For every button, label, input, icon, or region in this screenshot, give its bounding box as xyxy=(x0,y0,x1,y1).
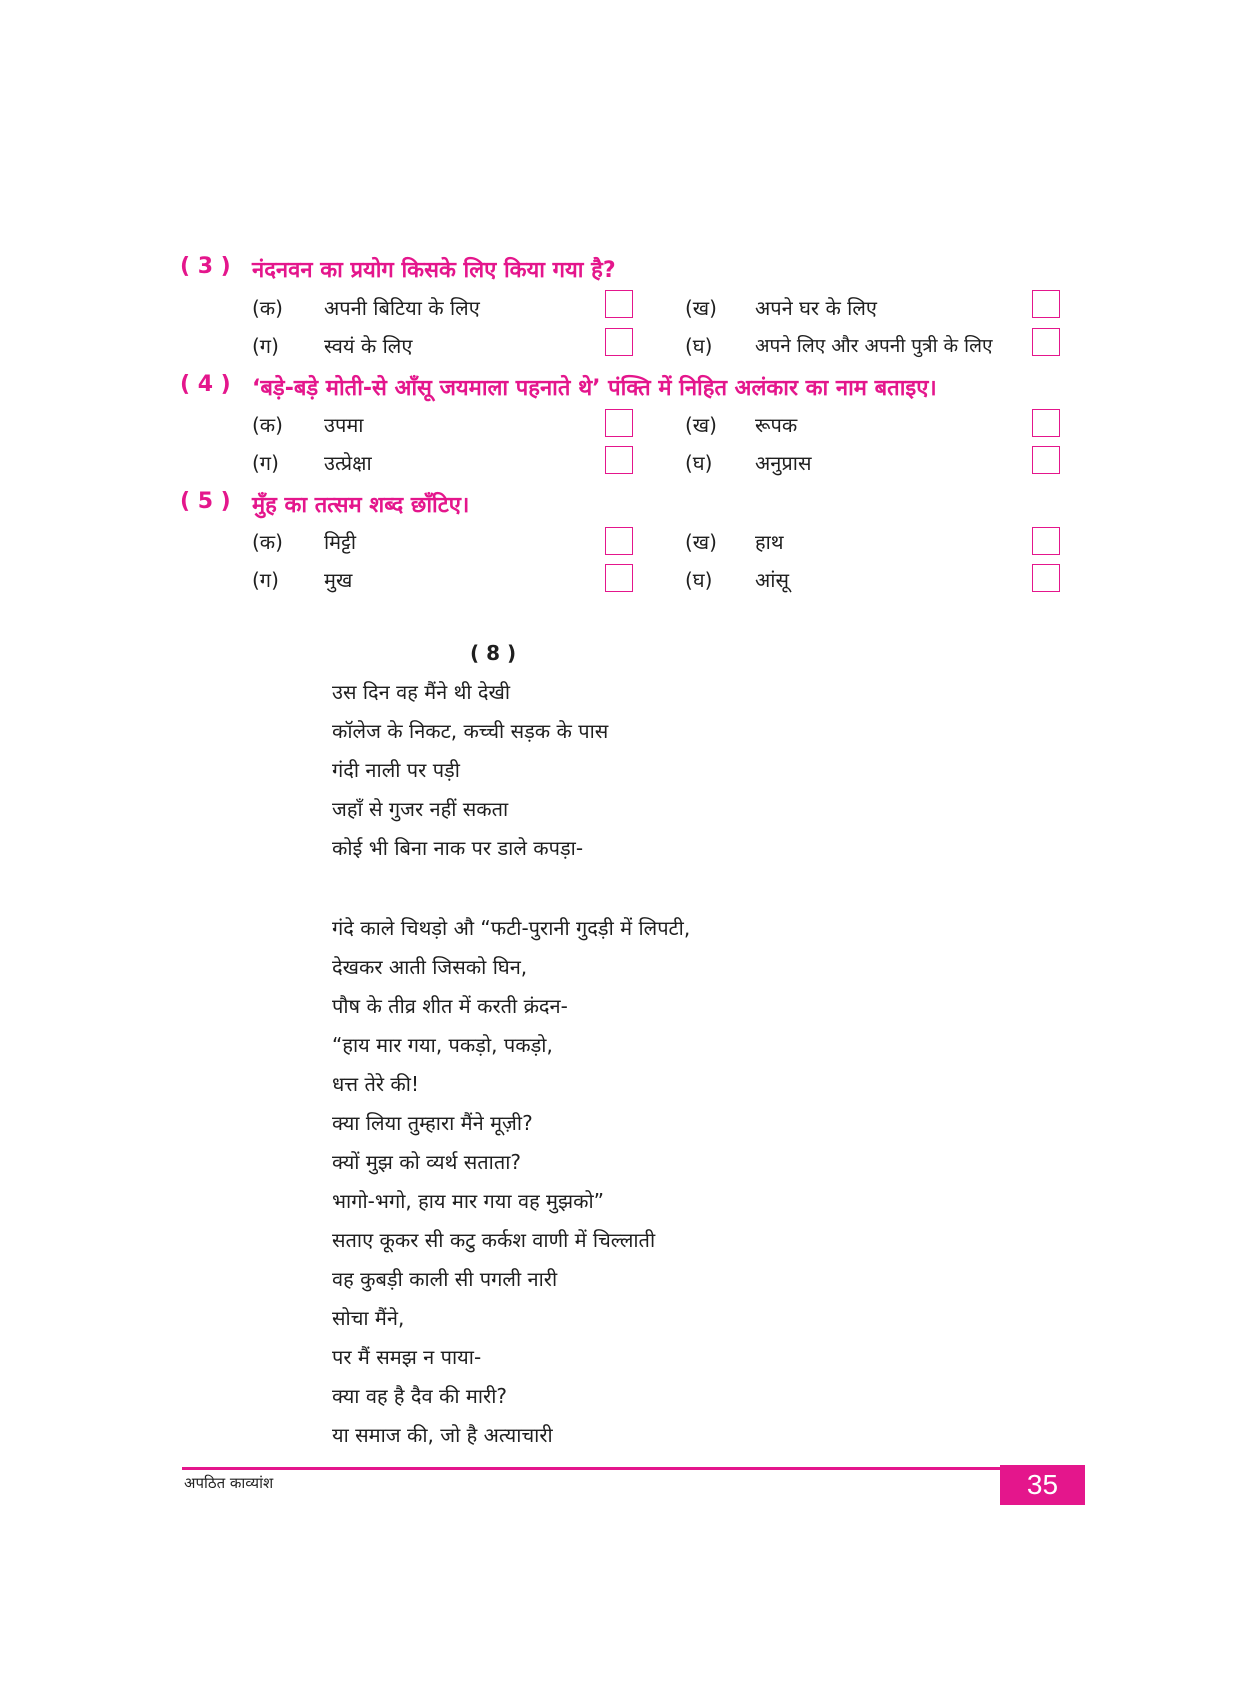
answer-checkbox[interactable] xyxy=(1032,290,1060,318)
question-text: मुँह का तत्सम शब्द छाँटिए। xyxy=(252,493,470,518)
option-label: (ख) xyxy=(685,530,717,554)
option-label: (घ) xyxy=(685,451,713,475)
option-text: अपने घर के लिए xyxy=(755,296,877,320)
option-text: मुख xyxy=(324,568,353,592)
poem-line: क्या लिया तुम्हारा मैंने मूज़ी? xyxy=(332,1111,533,1135)
option-label: (क) xyxy=(252,413,283,437)
answer-checkbox[interactable] xyxy=(605,446,633,474)
option-text: अनुप्रास xyxy=(755,451,812,475)
poem-line: धत्त तेरे की! xyxy=(332,1072,419,1096)
answer-checkbox[interactable] xyxy=(1032,409,1060,437)
poem-line: कोई भी बिना नाक पर डाले कपड़ा- xyxy=(332,836,584,860)
poem-line: “हाय मार गया, पकड़ो, पकड़ो, xyxy=(332,1033,553,1057)
question-number: ( 3 ) xyxy=(180,254,231,279)
option-label: (क) xyxy=(252,530,283,554)
poem-line: गंदे काले चिथड़ो औ “फटी-पुरानी गुदड़ी में लिपटी, xyxy=(332,916,691,940)
poem-line: पौष के तीव्र शीत में करती क्रंदन- xyxy=(332,994,568,1018)
poem-line: क्यों मुझ को व्यर्थ सताता? xyxy=(332,1150,522,1174)
poem-line: कॉलेज के निकट, कच्ची सड़क के पास xyxy=(332,719,609,743)
option-text: उत्प्रेक्षा xyxy=(324,451,372,475)
option-text: मिट्टी xyxy=(324,530,357,554)
poem-line: देखकर आती जिसको घिन, xyxy=(332,955,528,979)
poem-line: या समाज की, जो है अत्याचारी xyxy=(332,1423,553,1447)
poem-line: पर मैं समझ न पाया- xyxy=(332,1345,482,1369)
question-number: ( 4 ) xyxy=(180,372,231,397)
answer-checkbox[interactable] xyxy=(1032,527,1060,555)
option-label: (ख) xyxy=(685,413,717,437)
option-text: अपने लिए और अपनी पुत्री के लिए xyxy=(755,335,993,357)
option-label: (क) xyxy=(252,296,283,320)
option-label: (घ) xyxy=(685,334,713,358)
poem-number: ( 8 ) xyxy=(470,641,517,665)
answer-checkbox[interactable] xyxy=(1032,446,1060,474)
question-text: नंदनवन का प्रयोग किसके लिए किया गया है? xyxy=(252,258,616,283)
option-label: (घ) xyxy=(685,568,713,592)
option-label: (ग) xyxy=(252,451,279,475)
answer-checkbox[interactable] xyxy=(605,290,633,318)
option-text: हाथ xyxy=(755,530,784,554)
answer-checkbox[interactable] xyxy=(1032,328,1060,356)
option-label: (ग) xyxy=(252,334,279,358)
answer-checkbox[interactable] xyxy=(1032,564,1060,592)
footer-title: अपठित काव्यांश xyxy=(184,1474,274,1492)
option-text: अपनी बिटिया के लिए xyxy=(324,296,480,320)
poem-line: जहाँ से गुजर नहीं सकता xyxy=(332,797,509,821)
option-label: (ग) xyxy=(252,568,279,592)
answer-checkbox[interactable] xyxy=(605,564,633,592)
poem-line: क्या वह है दैव की मारी? xyxy=(332,1384,508,1408)
footer-divider xyxy=(182,1467,1000,1470)
poem-line: सोचा मैंने, xyxy=(332,1306,405,1330)
answer-checkbox[interactable] xyxy=(605,409,633,437)
page-number: 35 xyxy=(1000,1465,1085,1505)
poem-line: गंदी नाली पर पड़ी xyxy=(332,758,460,782)
option-text: आंसू xyxy=(755,568,789,592)
option-label: (ख) xyxy=(685,296,717,320)
answer-checkbox[interactable] xyxy=(605,328,633,356)
answer-checkbox[interactable] xyxy=(605,527,633,555)
option-text: उपमा xyxy=(324,413,364,437)
option-text: स्वयं के लिए xyxy=(324,334,413,358)
poem-line: भागो-भगो, हाय मार गया वह मुझको” xyxy=(332,1189,605,1213)
option-text: रूपक xyxy=(755,413,798,437)
question-text: ‘बड़े-बड़े मोती-से आँसू जयमाला पहनाते थे’ पंक्ति में निहित अलंकार का नाम बताइए। xyxy=(252,376,937,401)
poem-line: उस दिन वह मैंने थी देखी xyxy=(332,680,511,704)
question-number: ( 5 ) xyxy=(180,489,231,514)
poem-line: सताए कूकर सी कटु कर्कश वाणी में चिल्लाती xyxy=(332,1228,656,1252)
poem-line: वह कुबड़ी काली सी पगली नारी xyxy=(332,1267,558,1291)
